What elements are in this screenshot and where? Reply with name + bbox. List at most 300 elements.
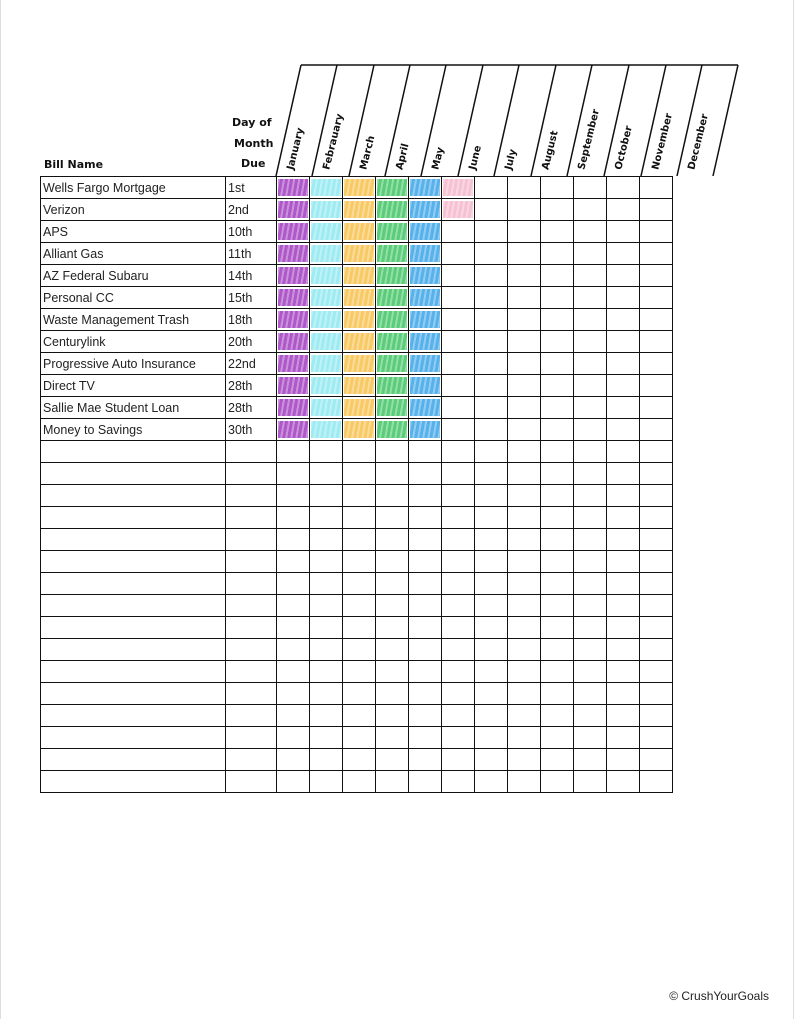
month-check-cell[interactable]: [277, 485, 310, 507]
month-check-cell[interactable]: [310, 617, 343, 639]
month-check-cell[interactable]: [343, 705, 376, 727]
due-day-cell[interactable]: 1st: [226, 177, 277, 199]
month-check-cell[interactable]: [640, 529, 673, 551]
month-check-cell[interactable]: [376, 265, 409, 287]
month-check-cell[interactable]: [607, 331, 640, 353]
month-check-cell[interactable]: [277, 287, 310, 309]
month-check-cell[interactable]: [541, 727, 574, 749]
month-check-cell[interactable]: [277, 265, 310, 287]
month-check-cell[interactable]: [310, 265, 343, 287]
month-check-cell[interactable]: [310, 771, 343, 793]
month-check-cell[interactable]: [541, 529, 574, 551]
month-check-cell[interactable]: [541, 419, 574, 441]
month-check-cell[interactable]: [607, 397, 640, 419]
month-check-cell[interactable]: [376, 441, 409, 463]
month-check-cell[interactable]: [640, 617, 673, 639]
month-check-cell[interactable]: [508, 661, 541, 683]
month-check-cell[interactable]: [607, 419, 640, 441]
bill-name-cell[interactable]: Verizon: [41, 199, 226, 221]
month-check-cell[interactable]: [343, 309, 376, 331]
due-day-cell[interactable]: 11th: [226, 243, 277, 265]
month-check-cell[interactable]: [508, 529, 541, 551]
month-check-cell[interactable]: [442, 705, 475, 727]
month-check-cell[interactable]: [607, 199, 640, 221]
month-check-cell[interactable]: [277, 221, 310, 243]
month-check-cell[interactable]: [574, 639, 607, 661]
due-day-cell[interactable]: [226, 441, 277, 463]
month-check-cell[interactable]: [310, 661, 343, 683]
month-check-cell[interactable]: [409, 199, 442, 221]
due-day-cell[interactable]: [226, 683, 277, 705]
month-check-cell[interactable]: [442, 727, 475, 749]
month-check-cell[interactable]: [409, 551, 442, 573]
month-check-cell[interactable]: [475, 573, 508, 595]
month-check-cell[interactable]: [409, 617, 442, 639]
month-check-cell[interactable]: [343, 243, 376, 265]
month-check-cell[interactable]: [640, 463, 673, 485]
month-check-cell[interactable]: [343, 661, 376, 683]
month-check-cell[interactable]: [607, 771, 640, 793]
month-check-cell[interactable]: [277, 243, 310, 265]
month-check-cell[interactable]: [310, 353, 343, 375]
month-check-cell[interactable]: [475, 309, 508, 331]
due-day-cell[interactable]: [226, 771, 277, 793]
month-check-cell[interactable]: [541, 683, 574, 705]
month-check-cell[interactable]: [541, 177, 574, 199]
bill-name-cell[interactable]: [41, 683, 226, 705]
month-check-cell[interactable]: [277, 309, 310, 331]
month-check-cell[interactable]: [607, 265, 640, 287]
month-check-cell[interactable]: [475, 749, 508, 771]
bill-name-cell[interactable]: Personal CC: [41, 287, 226, 309]
month-check-cell[interactable]: [508, 485, 541, 507]
month-check-cell[interactable]: [640, 243, 673, 265]
month-check-cell[interactable]: [343, 265, 376, 287]
month-check-cell[interactable]: [343, 771, 376, 793]
month-check-cell[interactable]: [574, 573, 607, 595]
month-check-cell[interactable]: [442, 419, 475, 441]
month-check-cell[interactable]: [409, 771, 442, 793]
month-check-cell[interactable]: [376, 221, 409, 243]
due-day-cell[interactable]: [226, 705, 277, 727]
month-check-cell[interactable]: [277, 529, 310, 551]
month-check-cell[interactable]: [310, 441, 343, 463]
month-check-cell[interactable]: [376, 331, 409, 353]
month-check-cell[interactable]: [442, 771, 475, 793]
month-check-cell[interactable]: [607, 375, 640, 397]
month-check-cell[interactable]: [409, 683, 442, 705]
month-check-cell[interactable]: [310, 683, 343, 705]
month-check-cell[interactable]: [541, 639, 574, 661]
month-check-cell[interactable]: [343, 529, 376, 551]
month-check-cell[interactable]: [508, 265, 541, 287]
due-day-cell[interactable]: 2nd: [226, 199, 277, 221]
month-check-cell[interactable]: [409, 265, 442, 287]
due-day-cell[interactable]: [226, 749, 277, 771]
month-check-cell[interactable]: [607, 463, 640, 485]
month-check-cell[interactable]: [541, 353, 574, 375]
month-check-cell[interactable]: [409, 661, 442, 683]
month-check-cell[interactable]: [409, 749, 442, 771]
month-check-cell[interactable]: [640, 705, 673, 727]
month-check-cell[interactable]: [508, 507, 541, 529]
bill-name-cell[interactable]: Sallie Mae Student Loan: [41, 397, 226, 419]
month-check-cell[interactable]: [277, 705, 310, 727]
month-check-cell[interactable]: [343, 463, 376, 485]
due-day-cell[interactable]: 30th: [226, 419, 277, 441]
month-check-cell[interactable]: [475, 221, 508, 243]
month-check-cell[interactable]: [475, 287, 508, 309]
month-check-cell[interactable]: [475, 507, 508, 529]
month-check-cell[interactable]: [376, 485, 409, 507]
month-check-cell[interactable]: [409, 309, 442, 331]
month-check-cell[interactable]: [640, 661, 673, 683]
month-check-cell[interactable]: [277, 639, 310, 661]
month-check-cell[interactable]: [376, 309, 409, 331]
month-check-cell[interactable]: [376, 375, 409, 397]
month-check-cell[interactable]: [508, 177, 541, 199]
month-check-cell[interactable]: [541, 199, 574, 221]
month-check-cell[interactable]: [574, 287, 607, 309]
month-check-cell[interactable]: [310, 507, 343, 529]
month-check-cell[interactable]: [442, 551, 475, 573]
month-check-cell[interactable]: [508, 243, 541, 265]
month-check-cell[interactable]: [376, 529, 409, 551]
bill-name-cell[interactable]: [41, 705, 226, 727]
bill-name-cell[interactable]: Direct TV: [41, 375, 226, 397]
month-check-cell[interactable]: [409, 331, 442, 353]
month-check-cell[interactable]: [508, 639, 541, 661]
month-check-cell[interactable]: [310, 485, 343, 507]
due-day-cell[interactable]: [226, 551, 277, 573]
month-check-cell[interactable]: [574, 309, 607, 331]
month-check-cell[interactable]: [310, 199, 343, 221]
month-check-cell[interactable]: [310, 397, 343, 419]
month-check-cell[interactable]: [376, 749, 409, 771]
month-check-cell[interactable]: [277, 463, 310, 485]
month-check-cell[interactable]: [475, 463, 508, 485]
month-check-cell[interactable]: [508, 309, 541, 331]
month-check-cell[interactable]: [640, 507, 673, 529]
month-check-cell[interactable]: [541, 441, 574, 463]
due-day-cell[interactable]: [226, 463, 277, 485]
month-check-cell[interactable]: [442, 529, 475, 551]
month-check-cell[interactable]: [607, 309, 640, 331]
month-check-cell[interactable]: [442, 309, 475, 331]
month-check-cell[interactable]: [640, 397, 673, 419]
month-check-cell[interactable]: [508, 441, 541, 463]
month-check-cell[interactable]: [475, 353, 508, 375]
month-check-cell[interactable]: [277, 507, 310, 529]
month-check-cell[interactable]: [442, 265, 475, 287]
month-check-cell[interactable]: [277, 199, 310, 221]
bill-name-cell[interactable]: [41, 441, 226, 463]
month-check-cell[interactable]: [409, 463, 442, 485]
month-check-cell[interactable]: [343, 485, 376, 507]
month-check-cell[interactable]: [442, 331, 475, 353]
month-check-cell[interactable]: [442, 375, 475, 397]
month-check-cell[interactable]: [640, 683, 673, 705]
month-check-cell[interactable]: [574, 397, 607, 419]
month-check-cell[interactable]: [343, 749, 376, 771]
month-check-cell[interactable]: [442, 595, 475, 617]
month-check-cell[interactable]: [310, 639, 343, 661]
month-check-cell[interactable]: [343, 595, 376, 617]
month-check-cell[interactable]: [640, 221, 673, 243]
month-check-cell[interactable]: [442, 243, 475, 265]
month-check-cell[interactable]: [508, 727, 541, 749]
month-check-cell[interactable]: [475, 595, 508, 617]
due-day-cell[interactable]: 22nd: [226, 353, 277, 375]
month-check-cell[interactable]: [409, 419, 442, 441]
month-check-cell[interactable]: [376, 177, 409, 199]
month-check-cell[interactable]: [343, 331, 376, 353]
due-day-cell[interactable]: 28th: [226, 397, 277, 419]
month-check-cell[interactable]: [607, 683, 640, 705]
due-day-cell[interactable]: 10th: [226, 221, 277, 243]
month-check-cell[interactable]: [508, 375, 541, 397]
month-check-cell[interactable]: [607, 485, 640, 507]
month-check-cell[interactable]: [409, 441, 442, 463]
month-check-cell[interactable]: [310, 727, 343, 749]
month-check-cell[interactable]: [640, 551, 673, 573]
month-check-cell[interactable]: [475, 617, 508, 639]
month-check-cell[interactable]: [541, 705, 574, 727]
month-check-cell[interactable]: [541, 595, 574, 617]
month-check-cell[interactable]: [541, 243, 574, 265]
bill-name-cell[interactable]: [41, 551, 226, 573]
month-check-cell[interactable]: [277, 353, 310, 375]
due-day-cell[interactable]: 18th: [226, 309, 277, 331]
month-check-cell[interactable]: [607, 573, 640, 595]
month-check-cell[interactable]: [607, 441, 640, 463]
month-check-cell[interactable]: [508, 353, 541, 375]
month-check-cell[interactable]: [574, 617, 607, 639]
month-check-cell[interactable]: [574, 661, 607, 683]
month-check-cell[interactable]: [541, 507, 574, 529]
month-check-cell[interactable]: [574, 727, 607, 749]
month-check-cell[interactable]: [574, 375, 607, 397]
month-check-cell[interactable]: [508, 771, 541, 793]
month-check-cell[interactable]: [376, 573, 409, 595]
month-check-cell[interactable]: [607, 243, 640, 265]
month-check-cell[interactable]: [442, 749, 475, 771]
month-check-cell[interactable]: [409, 529, 442, 551]
month-check-cell[interactable]: [508, 287, 541, 309]
month-check-cell[interactable]: [640, 353, 673, 375]
month-check-cell[interactable]: [607, 617, 640, 639]
month-check-cell[interactable]: [409, 485, 442, 507]
month-check-cell[interactable]: [277, 683, 310, 705]
month-check-cell[interactable]: [409, 221, 442, 243]
month-check-cell[interactable]: [640, 287, 673, 309]
month-check-cell[interactable]: [508, 683, 541, 705]
month-check-cell[interactable]: [640, 485, 673, 507]
month-check-cell[interactable]: [475, 199, 508, 221]
due-day-cell[interactable]: [226, 661, 277, 683]
month-check-cell[interactable]: [607, 287, 640, 309]
month-check-cell[interactable]: [607, 661, 640, 683]
month-check-cell[interactable]: [574, 463, 607, 485]
month-check-cell[interactable]: [343, 353, 376, 375]
month-check-cell[interactable]: [376, 287, 409, 309]
month-check-cell[interactable]: [442, 441, 475, 463]
bill-name-cell[interactable]: [41, 529, 226, 551]
month-check-cell[interactable]: [640, 441, 673, 463]
month-check-cell[interactable]: [376, 397, 409, 419]
month-check-cell[interactable]: [640, 265, 673, 287]
month-check-cell[interactable]: [475, 705, 508, 727]
month-check-cell[interactable]: [376, 727, 409, 749]
month-check-cell[interactable]: [442, 639, 475, 661]
month-check-cell[interactable]: [541, 551, 574, 573]
bill-name-cell[interactable]: [41, 727, 226, 749]
month-check-cell[interactable]: [640, 749, 673, 771]
due-day-cell[interactable]: [226, 573, 277, 595]
month-check-cell[interactable]: [310, 749, 343, 771]
month-check-cell[interactable]: [442, 397, 475, 419]
month-check-cell[interactable]: [343, 551, 376, 573]
month-check-cell[interactable]: [508, 705, 541, 727]
month-check-cell[interactable]: [442, 221, 475, 243]
bill-name-cell[interactable]: [41, 485, 226, 507]
month-check-cell[interactable]: [376, 243, 409, 265]
month-check-cell[interactable]: [376, 199, 409, 221]
month-check-cell[interactable]: [475, 529, 508, 551]
month-check-cell[interactable]: [409, 397, 442, 419]
bill-name-cell[interactable]: Alliant Gas: [41, 243, 226, 265]
month-check-cell[interactable]: [442, 683, 475, 705]
month-check-cell[interactable]: [277, 617, 310, 639]
bill-name-cell[interactable]: APS: [41, 221, 226, 243]
bill-name-cell[interactable]: [41, 661, 226, 683]
month-check-cell[interactable]: [541, 617, 574, 639]
month-check-cell[interactable]: [343, 177, 376, 199]
month-check-cell[interactable]: [343, 683, 376, 705]
month-check-cell[interactable]: [475, 331, 508, 353]
month-check-cell[interactable]: [442, 199, 475, 221]
month-check-cell[interactable]: [376, 683, 409, 705]
due-day-cell[interactable]: [226, 507, 277, 529]
month-check-cell[interactable]: [310, 705, 343, 727]
month-check-cell[interactable]: [508, 331, 541, 353]
month-check-cell[interactable]: [541, 485, 574, 507]
month-check-cell[interactable]: [442, 287, 475, 309]
month-check-cell[interactable]: [409, 507, 442, 529]
month-check-cell[interactable]: [310, 463, 343, 485]
bill-name-cell[interactable]: Centurylink: [41, 331, 226, 353]
bill-name-cell[interactable]: [41, 749, 226, 771]
month-check-cell[interactable]: [409, 353, 442, 375]
month-check-cell[interactable]: [343, 419, 376, 441]
month-check-cell[interactable]: [607, 639, 640, 661]
month-check-cell[interactable]: [376, 463, 409, 485]
month-check-cell[interactable]: [607, 529, 640, 551]
month-check-cell[interactable]: [640, 727, 673, 749]
due-day-cell[interactable]: 15th: [226, 287, 277, 309]
month-check-cell[interactable]: [508, 551, 541, 573]
month-check-cell[interactable]: [574, 243, 607, 265]
due-day-cell[interactable]: [226, 727, 277, 749]
month-check-cell[interactable]: [442, 177, 475, 199]
month-check-cell[interactable]: [277, 419, 310, 441]
month-check-cell[interactable]: [442, 507, 475, 529]
month-check-cell[interactable]: [475, 375, 508, 397]
month-check-cell[interactable]: [508, 749, 541, 771]
month-check-cell[interactable]: [574, 771, 607, 793]
month-check-cell[interactable]: [508, 199, 541, 221]
month-check-cell[interactable]: [607, 177, 640, 199]
month-check-cell[interactable]: [409, 375, 442, 397]
month-check-cell[interactable]: [541, 771, 574, 793]
bill-name-cell[interactable]: Waste Management Trash: [41, 309, 226, 331]
month-check-cell[interactable]: [277, 727, 310, 749]
due-day-cell[interactable]: 28th: [226, 375, 277, 397]
due-day-cell[interactable]: 14th: [226, 265, 277, 287]
due-day-cell[interactable]: 20th: [226, 331, 277, 353]
month-check-cell[interactable]: [640, 177, 673, 199]
month-check-cell[interactable]: [607, 353, 640, 375]
month-check-cell[interactable]: [541, 331, 574, 353]
month-check-cell[interactable]: [310, 309, 343, 331]
month-check-cell[interactable]: [574, 507, 607, 529]
due-day-cell[interactable]: [226, 595, 277, 617]
month-check-cell[interactable]: [376, 617, 409, 639]
month-check-cell[interactable]: [640, 639, 673, 661]
month-check-cell[interactable]: [607, 595, 640, 617]
month-check-cell[interactable]: [508, 221, 541, 243]
month-check-cell[interactable]: [475, 441, 508, 463]
month-check-cell[interactable]: [277, 595, 310, 617]
due-day-cell[interactable]: [226, 529, 277, 551]
month-check-cell[interactable]: [541, 573, 574, 595]
month-check-cell[interactable]: [475, 419, 508, 441]
month-check-cell[interactable]: [475, 177, 508, 199]
month-check-cell[interactable]: [409, 639, 442, 661]
month-check-cell[interactable]: [409, 243, 442, 265]
bill-name-cell[interactable]: [41, 573, 226, 595]
month-check-cell[interactable]: [442, 617, 475, 639]
bill-name-cell[interactable]: [41, 507, 226, 529]
month-check-cell[interactable]: [475, 265, 508, 287]
due-day-cell[interactable]: [226, 617, 277, 639]
bill-name-cell[interactable]: Money to Savings: [41, 419, 226, 441]
month-check-cell[interactable]: [607, 727, 640, 749]
month-check-cell[interactable]: [310, 177, 343, 199]
month-check-cell[interactable]: [343, 441, 376, 463]
month-check-cell[interactable]: [310, 331, 343, 353]
month-check-cell[interactable]: [376, 661, 409, 683]
month-check-cell[interactable]: [640, 419, 673, 441]
month-check-cell[interactable]: [574, 551, 607, 573]
month-check-cell[interactable]: [475, 771, 508, 793]
month-check-cell[interactable]: [508, 573, 541, 595]
month-check-cell[interactable]: [310, 419, 343, 441]
month-check-cell[interactable]: [376, 507, 409, 529]
month-check-cell[interactable]: [475, 661, 508, 683]
month-check-cell[interactable]: [640, 309, 673, 331]
month-check-cell[interactable]: [442, 485, 475, 507]
month-check-cell[interactable]: [277, 661, 310, 683]
month-check-cell[interactable]: [277, 397, 310, 419]
month-check-cell[interactable]: [277, 331, 310, 353]
bill-name-cell[interactable]: Wells Fargo Mortgage: [41, 177, 226, 199]
month-check-cell[interactable]: [343, 199, 376, 221]
month-check-cell[interactable]: [574, 265, 607, 287]
month-check-cell[interactable]: [640, 331, 673, 353]
month-check-cell[interactable]: [607, 705, 640, 727]
month-check-cell[interactable]: [508, 419, 541, 441]
